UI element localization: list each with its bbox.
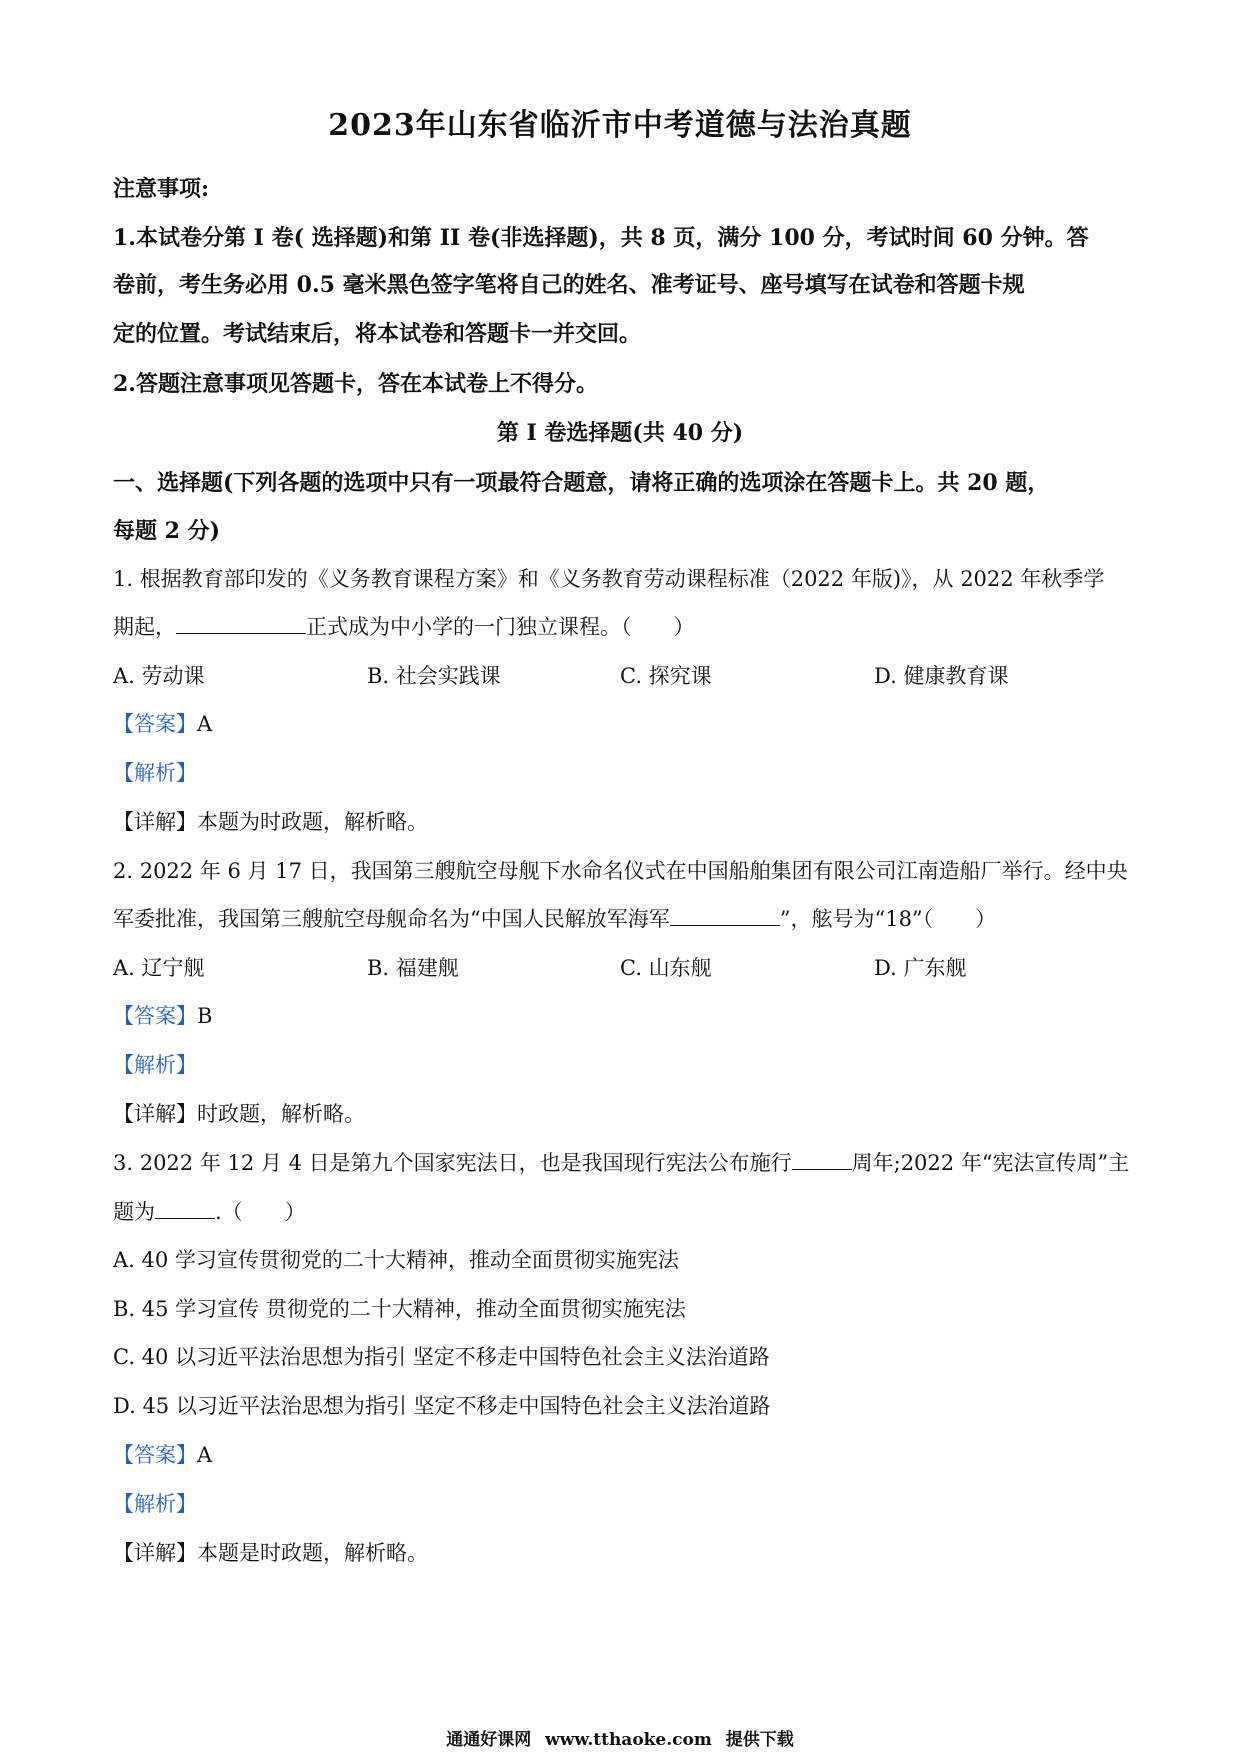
page-footer (0, 1725, 1240, 1750)
q3-stem-pre: 3. 2022 年 12 月 4 日是第九个国家宪法日，也是我国现行宪法公布施行 (113, 1151, 792, 1175)
analysis-tag: 【解析】 (113, 1492, 197, 1516)
q2-stem-pre: 军委批准，我国第三艘航空母舰命名为“中国人民解放军海军 (113, 907, 670, 931)
page-title: 2023年山东省临沂市中考道德与法治真题 (328, 108, 912, 143)
section-heading: 第 I 卷选择题(共 40 分) (496, 420, 744, 446)
q2-answer (113, 1000, 212, 1030)
q3-blank-2 (155, 1198, 215, 1219)
part-instruction-line2: 每题 2 分) (113, 518, 221, 544)
q3-stem-line2 (113, 1196, 306, 1226)
notice-heading: 注意事项: (113, 176, 210, 202)
q2-stem-post: ”，舷号为“18”（ ） (779, 907, 997, 931)
q2-stem-line1: 2. 2022 年 6 月 17 日，我国第三艘航空母舰下水命名仪式在中国船舶集团有限公司江南造船厂举行。经中央 (113, 859, 1128, 883)
q1-stem-pre: 期起， (113, 615, 176, 639)
detail-tag: 【详解】 (113, 1541, 197, 1565)
q3-option-c: C. 40 以习近平法治思想为指引 坚定不移走中国特色社会主义法治道路 (113, 1345, 770, 1369)
q2-detail-text: 时政题，解析略。 (197, 1102, 365, 1126)
analysis-tag: 【解析】 (113, 761, 197, 785)
q1-detail (113, 806, 428, 836)
q1-option-d: D. 健康教育课 (874, 664, 1009, 688)
q2-option-a: A. 辽宁舰 (113, 956, 205, 980)
detail-tag: 【详解】 (113, 1102, 197, 1126)
q3-option-d: D. 45 以习近平法治思想为指引 坚定不移走中国特色社会主义法治道路 (113, 1394, 771, 1418)
q1-stem-line2 (113, 611, 695, 641)
q1-stem-line1: 1. 根据教育部印发的《义务教育课程方案》和《义务教育劳动课程标准（2022 年版)》，从 2022 年秋季学 (113, 567, 1105, 591)
notice-item1-line2: 卷前，考生务必用 0.5 毫米黑色签字笔将自己的姓名、准考证号、座号填写在试卷和答题卡规 (113, 272, 1025, 298)
q2-option-d: D. 广东舰 (874, 956, 967, 980)
q2-answer-value: B (197, 1004, 213, 1028)
q2-detail (113, 1098, 365, 1128)
q3-detail (113, 1537, 428, 1567)
q3-blank-1 (792, 1149, 852, 1170)
answer-tag: 【答案】 (113, 1004, 197, 1028)
q3-stem-post: 周年;2022 年“宪法宣传周”主 (851, 1151, 1130, 1175)
q2-analysis (113, 1049, 197, 1079)
q3-answer-value: A (197, 1443, 213, 1467)
q1-option-b: B. 社会实践课 (367, 664, 501, 688)
q1-answer (113, 708, 212, 738)
notice-item1-line3: 定的位置。考试结束后，将本试卷和答题卡一并交回。 (113, 321, 642, 347)
footer-note: 提供下载 (725, 1730, 794, 1750)
answer-tag: 【答案】 (113, 712, 197, 736)
q1-answer-value: A (197, 712, 213, 736)
q3-analysis (113, 1488, 197, 1518)
analysis-tag: 【解析】 (113, 1053, 197, 1077)
q3-stem2-pre: 题为 (113, 1200, 155, 1224)
notice-item1-line1: 1.本试卷分第 I 卷( 选择题)和第 II 卷(非选择题)，共 8 页，满分 100 分，考试时间 60 分钟。答 (113, 225, 1089, 251)
q1-analysis (113, 757, 197, 787)
q2-option-b: B. 福建舰 (367, 956, 459, 980)
answer-tag: 【答案】 (113, 1443, 197, 1467)
q1-blank (176, 613, 306, 634)
footer-url[interactable]: www.tthaoke.com (545, 1730, 712, 1750)
q3-option-a: A. 40 学习宣传贯彻党的二十大精神，推动全面贯彻实施宪法 (113, 1248, 679, 1272)
part-instruction-line1: 一、选择题(下列各题的选项中只有一项最符合题意，请将正确的选项涂在答题卡上。共 20 题， (113, 470, 1050, 496)
q3-stem-line1 (113, 1147, 1129, 1177)
notice-item2: 2.答题注意事项见答题卡，答在本试卷上不得分。 (113, 371, 598, 397)
q3-answer (113, 1439, 212, 1469)
q1-stem-post: 正式成为中小学的一门独立课程。（ ） (306, 615, 695, 639)
q2-option-c: C. 山东舰 (620, 956, 712, 980)
q1-option-c: C. 探究课 (620, 664, 712, 688)
q3-detail-text: 本题是时政题，解析略。 (197, 1541, 428, 1565)
q1-detail-text: 本题为时政题，解析略。 (197, 810, 428, 834)
q3-stem2-post: .（ ） (215, 1200, 306, 1224)
q2-stem-line2 (113, 903, 996, 933)
q1-option-a: A. 劳动课 (113, 664, 205, 688)
q3-option-b: B. 45 学习宣传 贯彻党的二十大精神，推动全面贯彻实施宪法 (113, 1297, 686, 1321)
q2-blank (670, 905, 780, 926)
detail-tag: 【详解】 (113, 810, 197, 834)
footer-site: 通通好课网 (446, 1730, 532, 1750)
